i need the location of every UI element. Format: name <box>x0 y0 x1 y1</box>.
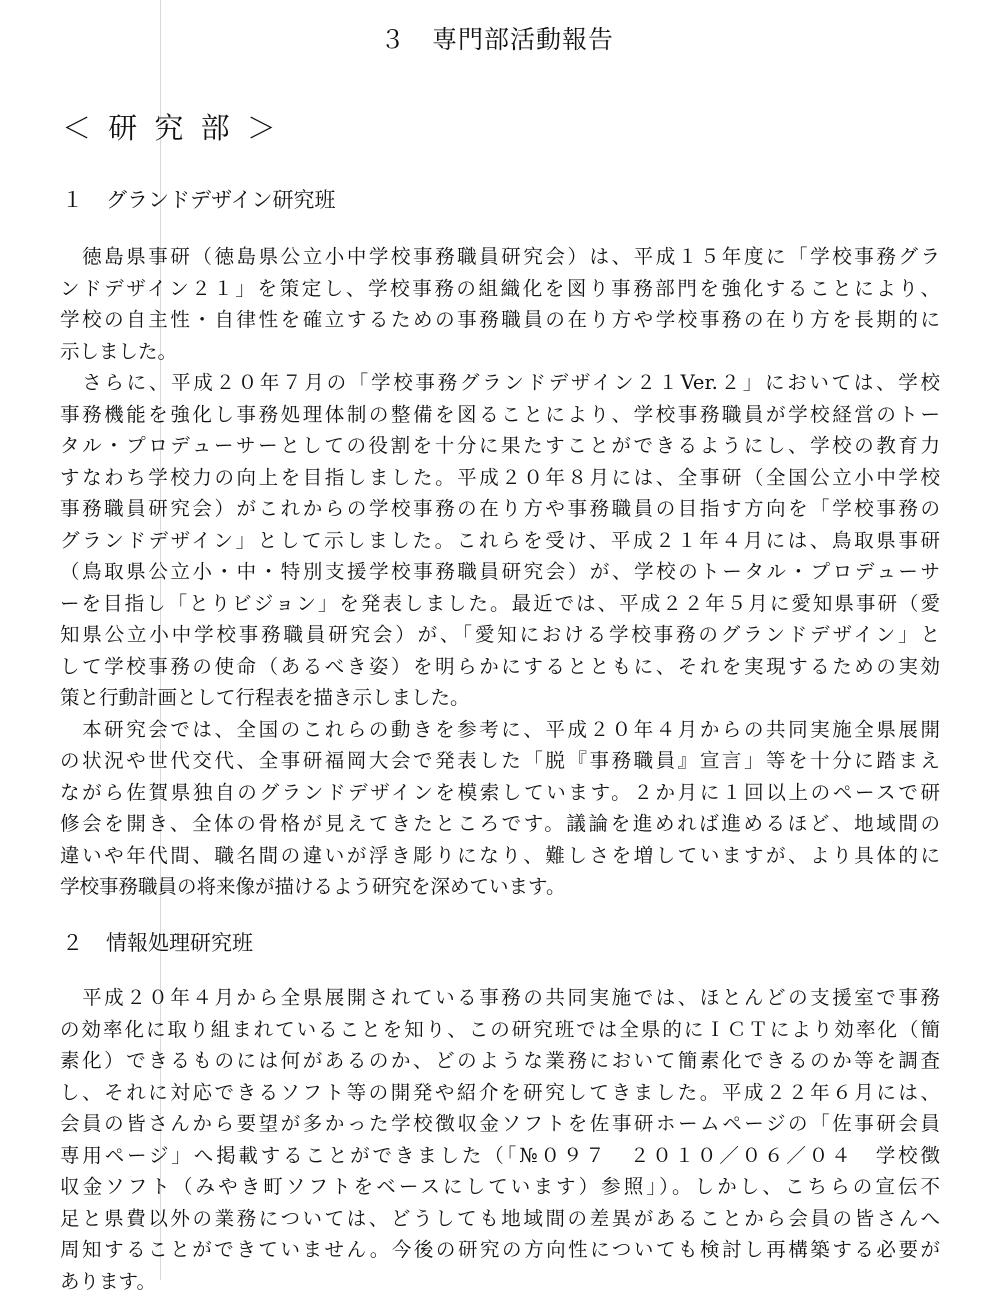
text-line: 素化）できるものには何があるのか、どのような業務において簡素化できるのか等を調査 <box>60 1045 940 1077</box>
text-line: の効率化に取り組まれていることを知り、この研究班では全県的にＩＣＴにより効率化（簡 <box>60 1014 940 1046</box>
text-line: 知県公立小中学校事務職員研究会）が、「愛知における学校事務のグランドデザイン」と <box>60 619 940 651</box>
text-line: すなわち学校力の向上を目指しました。平成２０年８月には、全事研（全国公立小中学校 <box>60 462 940 494</box>
section-heading-grand-design <box>62 184 336 214</box>
text-line: ンドデザイン２１」を策定し、学校事務の組織化を図り事務部門を強化することにより、 <box>60 273 940 305</box>
text-line: タル・プロデューサーとしての役割を十分に果たすことができるようにし、学校の教育力 <box>60 430 940 462</box>
department-heading: ＜ 研 究 部 ＞ <box>62 106 280 147</box>
section-number: ２ <box>62 927 106 957</box>
text-line: 収金ソフト（みやき町ソフトをベースにしています）参照」）。しかし、こちらの宣伝不 <box>60 1171 940 1203</box>
text-line: 本研究会では、全国のこれらの動きを参考に、平成２０年４月からの共同実施全県展開 <box>60 714 940 746</box>
text-line: （鳥取県公立小・中・特別支援学校事務職員研究会）が、学校のトータル・プロデューサ <box>60 556 940 588</box>
section-title: 情報処理研究班 <box>106 931 253 955</box>
section-body-grand-design <box>60 241 940 903</box>
section-number: １ <box>62 184 106 214</box>
text-line: の状況や世代交代、全事研福岡大会で発表した「脱『事務職員』宣言」等を十分に踏まえ <box>60 745 940 777</box>
text-line: し、それに対応できるソフト等の開発や紹介を研究してきました。平成２２年６月には、 <box>60 1077 940 1109</box>
text-line: グランドデザイン」として示しました。これらを受け、平成２１年４月には、鳥取県事研 <box>60 525 940 557</box>
section-body-info-processing <box>60 982 940 1297</box>
text-line: 平成２０年４月から全県展開されている事務の共同実施では、ほとんどの支援室で事務 <box>60 982 940 1014</box>
text-line: 徳島県事研（徳島県公立小中学校事務職員研究会）は、平成１５年度に「学校事務グラ <box>60 241 940 273</box>
text-line: 策と行動計画として行程表を描き示しました。 <box>60 682 940 714</box>
text-line: して学校事務の使命（あるべき姿）を明らかにするとともに、それを実現するための実効 <box>60 651 940 683</box>
text-line: あります。 <box>60 1266 940 1297</box>
text-line: ながら佐賀県独自のグランドデザインを模索しています。２か月に１回以上のペースで研 <box>60 777 940 809</box>
text-line: ーを目指し「とりビジョン」を発表しました。最近では、平成２２年５月に愛知県事研（愛 <box>60 588 940 620</box>
text-line: 違いや年代間、職名間の違いが浮き彫りになり、難しさを増していますが、より具体的に <box>60 840 940 872</box>
text-line: 会員の皆さんから要望が多かった学校徴収金ソフトを佐事研ホームページの「佐事研会員 <box>60 1108 940 1140</box>
text-line: 示しました。 <box>60 336 940 368</box>
text-line: 専用ページ」へ掲載することができました（「№０９７ ２０１０／０６／０４ 学校徴 <box>60 1140 940 1172</box>
text-line: 学校事務職員の将来像が描けるよう研究を深めています。 <box>60 871 940 903</box>
text-line: 修会を開き、全体の骨格が見えてきたところです。議論を進めれば進めるほど、地域間の <box>60 808 940 840</box>
text-line: 周知することができていません。今後の研究の方向性についても検討し再構築する必要が <box>60 1234 940 1266</box>
document-title: ３ 専門部活動報告 <box>0 20 994 56</box>
text-line: さらに、平成２０年７月の「学校事務グランドデザイン２１Ver.２」においては、学校 <box>60 367 940 399</box>
text-line: 事務職員研究会）がこれからの学校事務の在り方や事務職員の目指す方向を「学校事務の <box>60 493 940 525</box>
text-line: 学校の自主性・自律性を確立するための事務職員の在り方や学校事務の在り方を長期的に <box>60 304 940 336</box>
text-line: 足と県費以外の業務については、どうしても地域間の差異があることから会員の皆さんへ <box>60 1203 940 1235</box>
section-heading-info-processing <box>62 927 253 957</box>
section-title: グランドデザイン研究班 <box>106 188 336 212</box>
text-line: 事務機能を強化し事務処理体制の整備を図ることにより、学校事務職員が学校経営のトー <box>60 399 940 431</box>
